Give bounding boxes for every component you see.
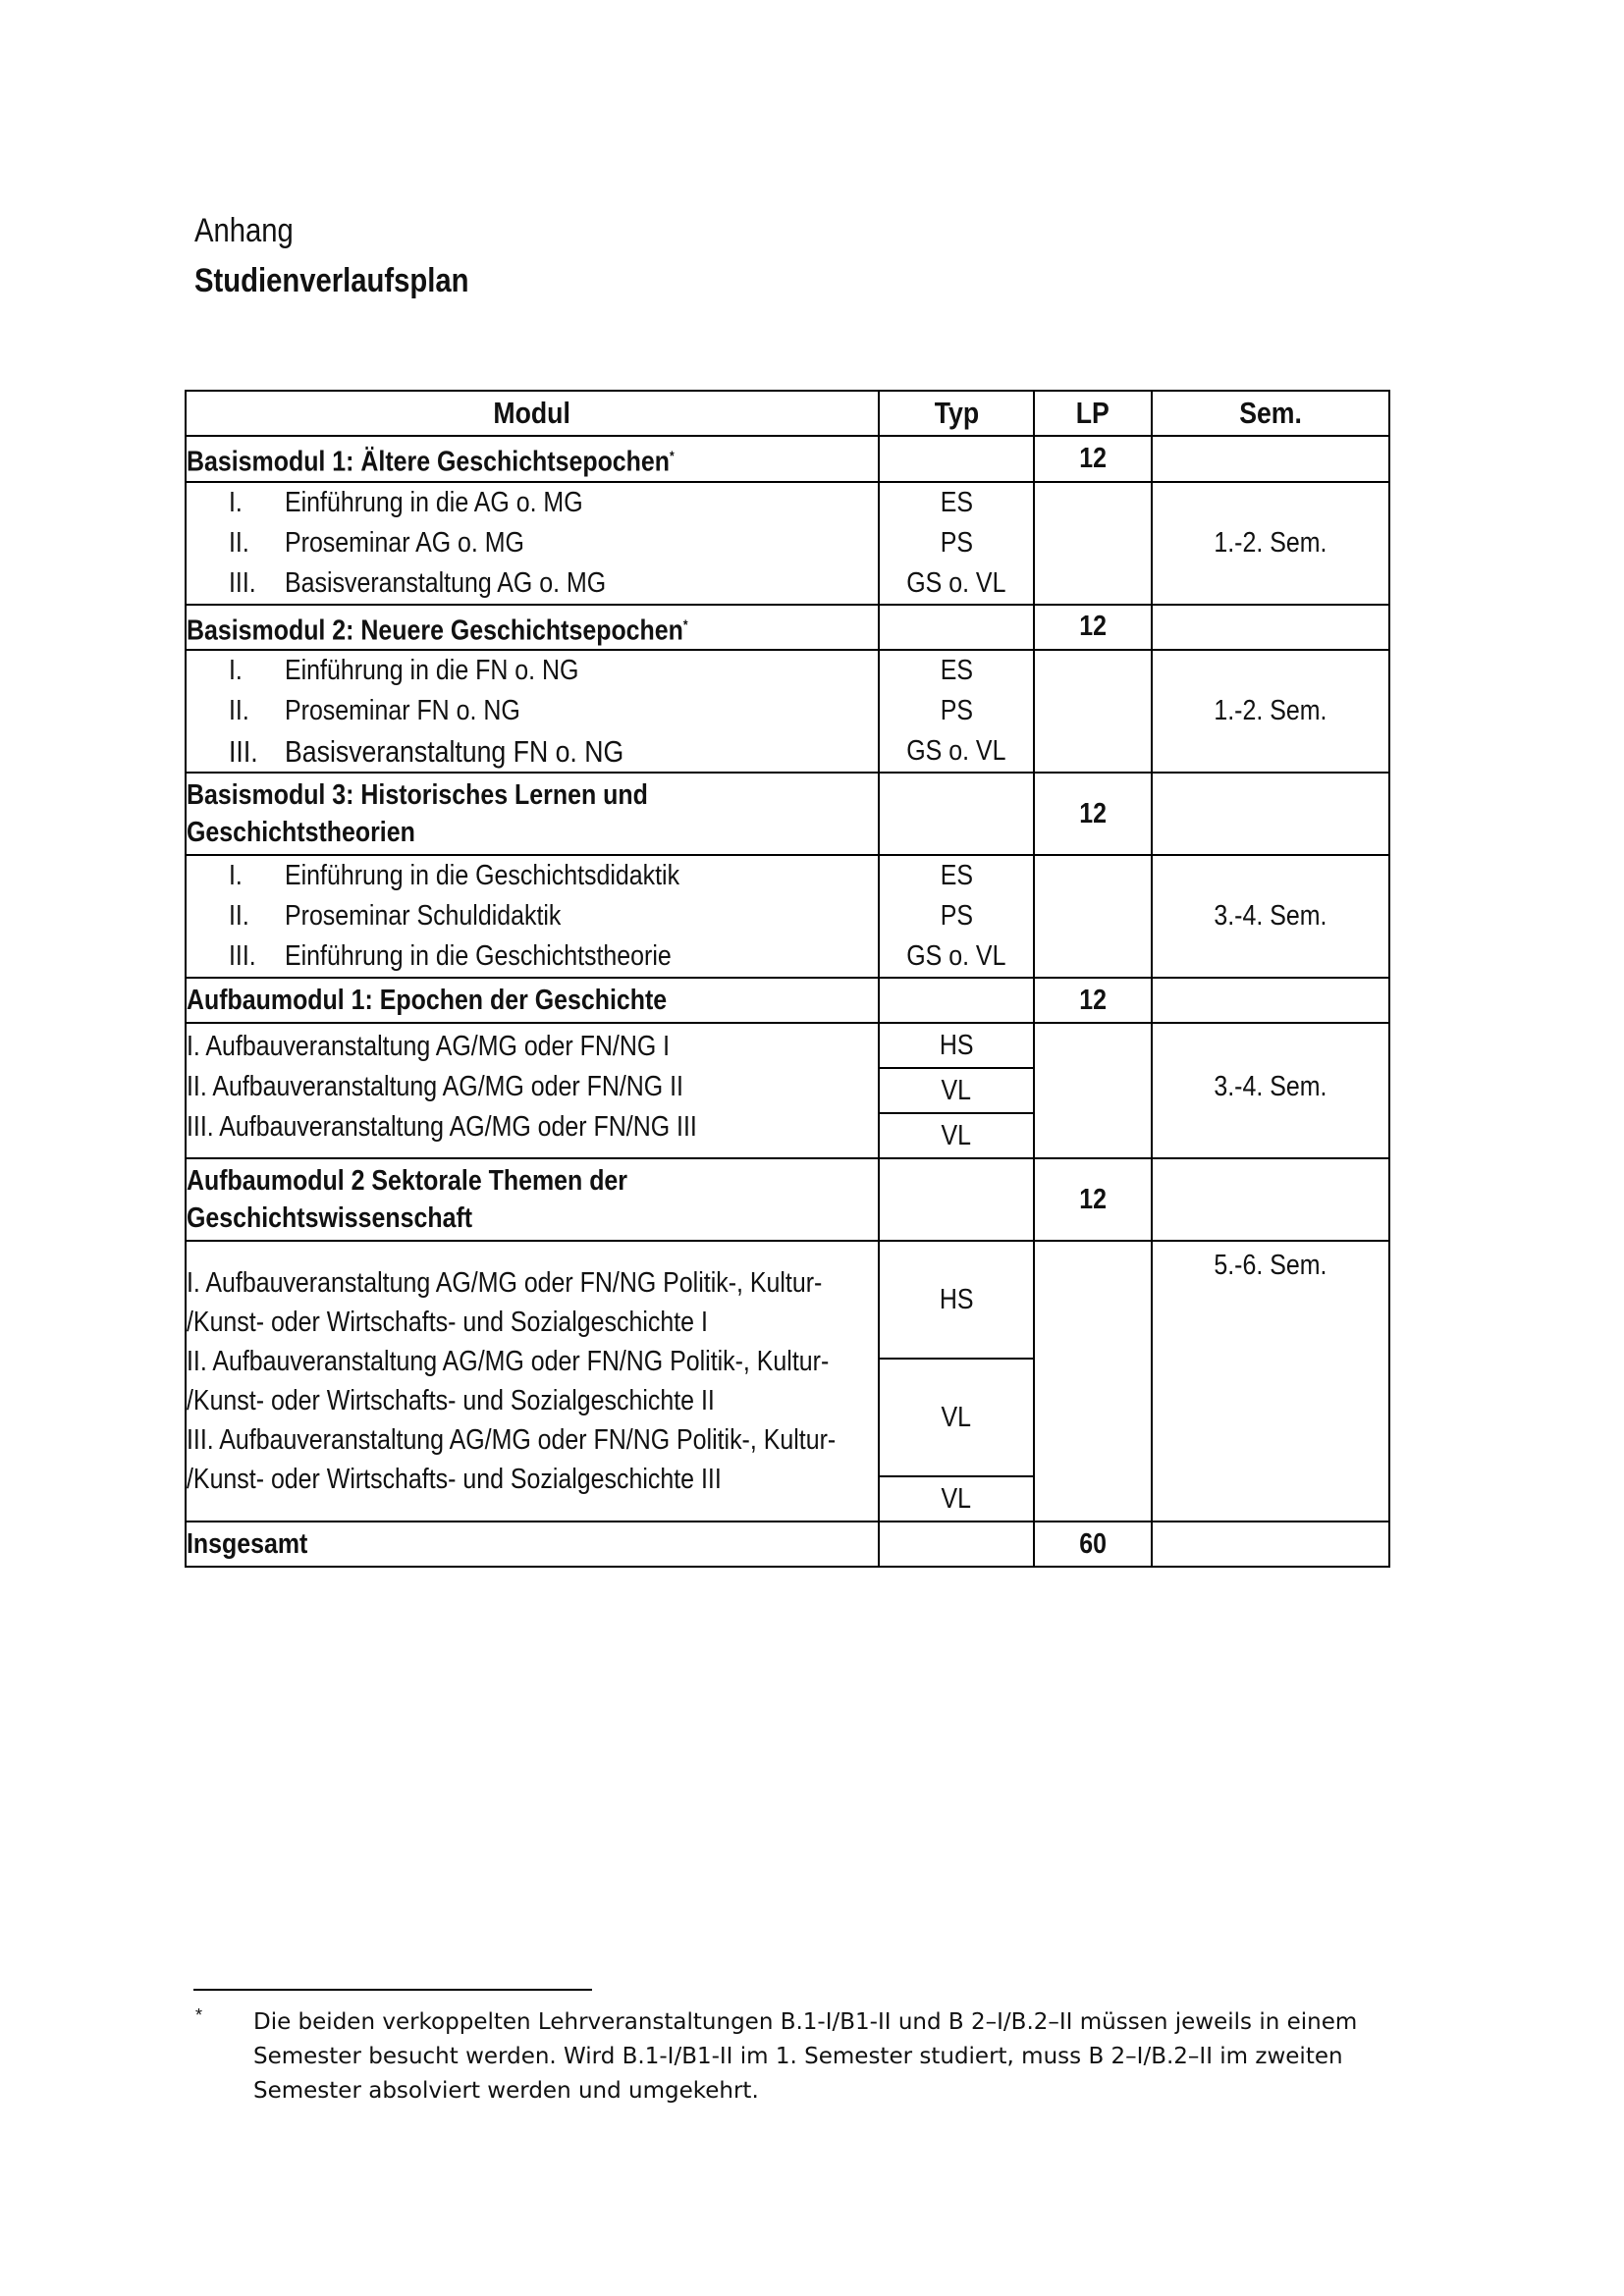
module-name: Basismodul 3: Historisches Lernen und Geschichtstheorien <box>186 773 879 855</box>
header-modul: Modul <box>186 391 879 436</box>
course-type: VL <box>879 1113 1034 1158</box>
footnote-text: Die beiden verkoppelten Lehrveranstaltungen B.1-I/B1-II und B 2–I/B.2–II müssen jeweils in einem Semester besucht werden. Wird B.1-I/B1-II im 1. Semester studiert, muss B 2–I/B.2–II im zweiten Semester absolviert werden und umgekehrt. <box>253 2009 1358 2104</box>
module-name: Basismodul 2: Neuere Geschichtsepochen* <box>186 605 879 651</box>
list-item: II. Aufbauveranstaltung AG/MG oder FN/NG Politik-, Kultur- /Kunst- oder Wirtschafts- und Sozialgeschichte II <box>187 1346 830 1417</box>
total-lp: 60 <box>1034 1522 1152 1567</box>
header-lp: LP <box>1034 391 1152 436</box>
appendix-label: Anhang <box>194 212 294 249</box>
module-row-basis1 <box>186 436 1389 482</box>
semester-value: 3.-4. Sem. <box>1152 855 1389 978</box>
header-typ: Typ <box>879 391 1034 436</box>
course-type: HS <box>879 1023 1034 1068</box>
course-type: HS <box>879 1241 1034 1359</box>
table-header-row <box>186 391 1389 436</box>
list-item: III. Einführung in die Geschichtstheorie <box>229 940 672 973</box>
course-type: VL <box>879 1359 1034 1476</box>
header-sem: Sem. <box>1152 391 1389 436</box>
course-types: ES PS GS o. VL <box>879 650 1034 773</box>
footnote-mark: * <box>195 2005 203 2025</box>
course-rows-basis3 <box>186 855 1389 978</box>
course-type: VL <box>879 1476 1034 1522</box>
module-row-aufbau1 <box>186 978 1389 1023</box>
module-lp: 12 <box>1034 436 1152 482</box>
semester-value: 5.-6. Sem. <box>1152 1241 1389 1522</box>
course-types: ES PS GS o. VL <box>879 855 1034 978</box>
page-title: Studienverlaufsplan <box>194 262 469 299</box>
semester-value: 1.-2. Sem. <box>1152 650 1389 773</box>
study-plan-table <box>185 390 1390 1568</box>
module-name: Aufbaumodul 2 Sektorale Themen der Geschichtswissenschaft <box>186 1158 879 1241</box>
module-lp: 12 <box>1034 1158 1152 1241</box>
module-lp: 12 <box>1034 605 1152 651</box>
course-row <box>186 1023 1389 1068</box>
list-item: II. Proseminar AG o. MG <box>229 526 524 559</box>
semester-value: 3.-4. Sem. <box>1152 1023 1389 1158</box>
list-item: II. Proseminar FN o. NG <box>229 695 520 727</box>
course-rows-basis1 <box>186 482 1389 605</box>
list-item: I. Einführung in die AG o. MG <box>229 486 583 518</box>
total-label: Insgesamt <box>186 1522 879 1567</box>
module-row-basis3 <box>186 773 1389 855</box>
list-item: II. Proseminar Schuldidaktik <box>229 900 562 933</box>
list-item: II. Aufbauveranstaltung AG/MG oder FN/NG II <box>187 1070 683 1102</box>
module-lp: 12 <box>1034 978 1152 1023</box>
course-list <box>186 482 879 605</box>
course-type: VL <box>879 1068 1034 1113</box>
course-list <box>186 855 879 978</box>
total-row <box>186 1522 1389 1567</box>
module-lp: 12 <box>1034 773 1152 855</box>
list-item: III. Basisveranstaltung AG o. MG <box>229 566 607 599</box>
module-name: Basismodul 1: Ältere Geschichtsepochen* <box>186 436 879 482</box>
list-item: III. Aufbauveranstaltung AG/MG oder FN/NG III <box>187 1110 697 1143</box>
course-types: ES PS GS o. VL <box>879 482 1034 605</box>
course-list <box>186 1241 879 1522</box>
list-item: I. Einführung in die Geschichtsdidaktik <box>229 860 680 892</box>
list-item: I. Einführung in die FN o. NG <box>229 655 579 687</box>
module-row-aufbau2 <box>186 1158 1389 1241</box>
module-name: Aufbaumodul 1: Epochen der Geschichte <box>186 978 879 1023</box>
course-list <box>186 650 879 773</box>
list-item: I. Aufbauveranstaltung AG/MG oder FN/NG I <box>187 1030 671 1062</box>
footnote-separator <box>193 1989 592 1991</box>
page-heading <box>194 208 514 308</box>
course-row <box>186 1241 1389 1359</box>
semester-value: 1.-2. Sem. <box>1152 482 1389 605</box>
list-item: I. Aufbauveranstaltung AG/MG oder FN/NG Politik-, Kultur- /Kunst- oder Wirtschafts- und Sozialgeschichte I <box>187 1267 823 1339</box>
list-item: III. Basisveranstaltung FN o. NG <box>229 733 624 769</box>
course-rows-basis2 <box>186 650 1389 773</box>
list-item: III. Aufbauveranstaltung AG/MG oder FN/NG Politik-, Kultur- /Kunst- oder Wirtschafts- und Sozialgeschichte III <box>187 1424 837 1496</box>
course-list <box>186 1023 879 1158</box>
module-row-basis2 <box>186 605 1389 651</box>
